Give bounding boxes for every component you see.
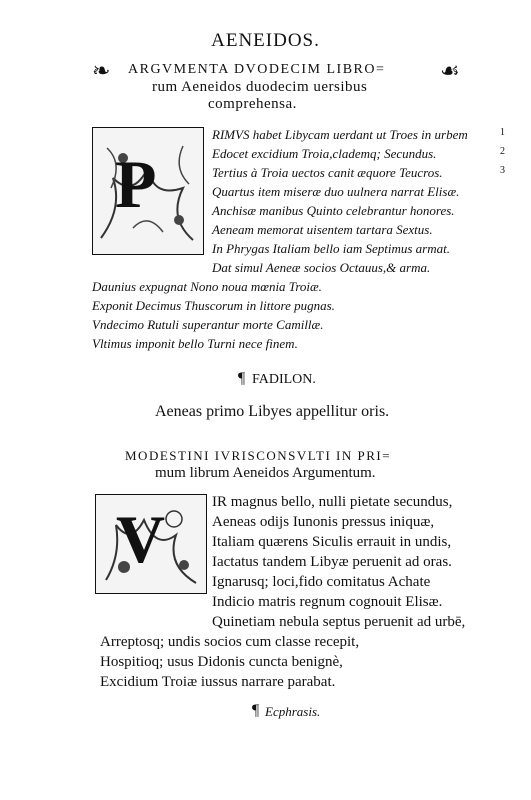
fleuron-right-icon: ☙ <box>440 58 460 83</box>
dropcap-p-letter: P <box>115 146 157 222</box>
pilcrow-icon: ¶ <box>238 370 246 387</box>
dropcap-v-letter: V <box>116 501 166 577</box>
poem2-line-1: IR magnus bello, nulli pietate secundus, <box>212 494 453 510</box>
pilcrow-icon: ¶ <box>252 702 260 719</box>
dropcap-p <box>92 127 204 255</box>
poem1-line-9: Daunius expugnat Nono noua mœnia Troiæ. <box>92 279 322 294</box>
poem2-line-7: Quinetiam nebula septus peruenit ad urbē, <box>212 614 466 630</box>
argumenta-heading-line2: rum Aeneidos duodecim uersibus <box>152 79 368 95</box>
modestini-heading-line1: MODESTINI IVRISCONSVLTI IN PRI= <box>125 448 392 463</box>
poem1-line-3: Tertius à Troia uectos canit æquore Teucros. <box>212 165 443 180</box>
poem1-line-2: Edocet excidium Troia,clademq; Secundus. <box>212 146 437 161</box>
argumenta-heading-line1: ARGVMENTA DVODECIM LIBRO= <box>128 62 386 77</box>
poem1-line-12: Vltimus imponit bello Turni nece finem. <box>92 336 298 351</box>
poem1-line-5: Anchisæ manibus Quinto celebrantur honores. <box>212 203 455 218</box>
poem1-line-6: Aeneam memorat uisentem tartara Sextus. <box>212 222 433 237</box>
poem2-line-9: Hospitioq; usus Didonis cuncta benignè, <box>100 654 343 670</box>
poem1-line-11: Vndecimo Rutuli superantur morte Camillæ. <box>92 317 324 332</box>
poem1-line-8: Dat simul Aeneæ socios Octauus,& arma. <box>212 260 431 275</box>
argumenta-heading-line3: comprehensa. <box>208 96 297 112</box>
ecphrasis-label: Ecphrasis. <box>265 704 321 719</box>
poem2-line-3: Italiam quærens Siculis errauit in undis, <box>212 534 452 550</box>
poem2-line-8: Arreptosq; undis socios cum classe recepit, <box>100 634 360 650</box>
fadilon-label: FADILON. <box>252 372 316 387</box>
poem1-line-10: Exponit Decimus Thuscorum in littore pugnas. <box>92 298 335 313</box>
poem2-line-2: Aeneas odijs Iunonis pressus iniquæ, <box>212 514 435 530</box>
page-title: AENEIDOS. <box>211 30 320 51</box>
poem2-line-5: Ignarusq; loci,fido comitatus Achate <box>212 574 431 590</box>
poem2-line-10: Excidium Troiæ iussus narrare parabat. <box>100 674 336 690</box>
fleuron-left-icon: ❧ <box>92 58 111 83</box>
margin-number-2: 2 <box>500 146 505 157</box>
poem1-line-1: RIMVS habet Libycam uerdant ut Troes in urbem <box>212 127 468 142</box>
margin-number-1: 1 <box>500 127 505 138</box>
poem1-line-7: In Phrygas Italiam bello iam Septimus armat. <box>212 241 450 256</box>
modestini-heading-line2: mum librum Aeneidos Argumentum. <box>155 465 376 481</box>
poem1-line-4: Quartus item miseræ duo uulnera narrat Elisæ. <box>212 184 460 199</box>
poem2-line-6: Indicio matris regnum cognouit Elisæ. <box>212 594 443 610</box>
dropcap-v <box>95 494 207 594</box>
poem2-line-4: Iactatus tandem Libyæ peruenit ad oras. <box>212 554 452 570</box>
margin-number-3: 3 <box>500 165 505 176</box>
aeneas-line: Aeneas primo Libyes appellitur oris. <box>155 403 390 420</box>
